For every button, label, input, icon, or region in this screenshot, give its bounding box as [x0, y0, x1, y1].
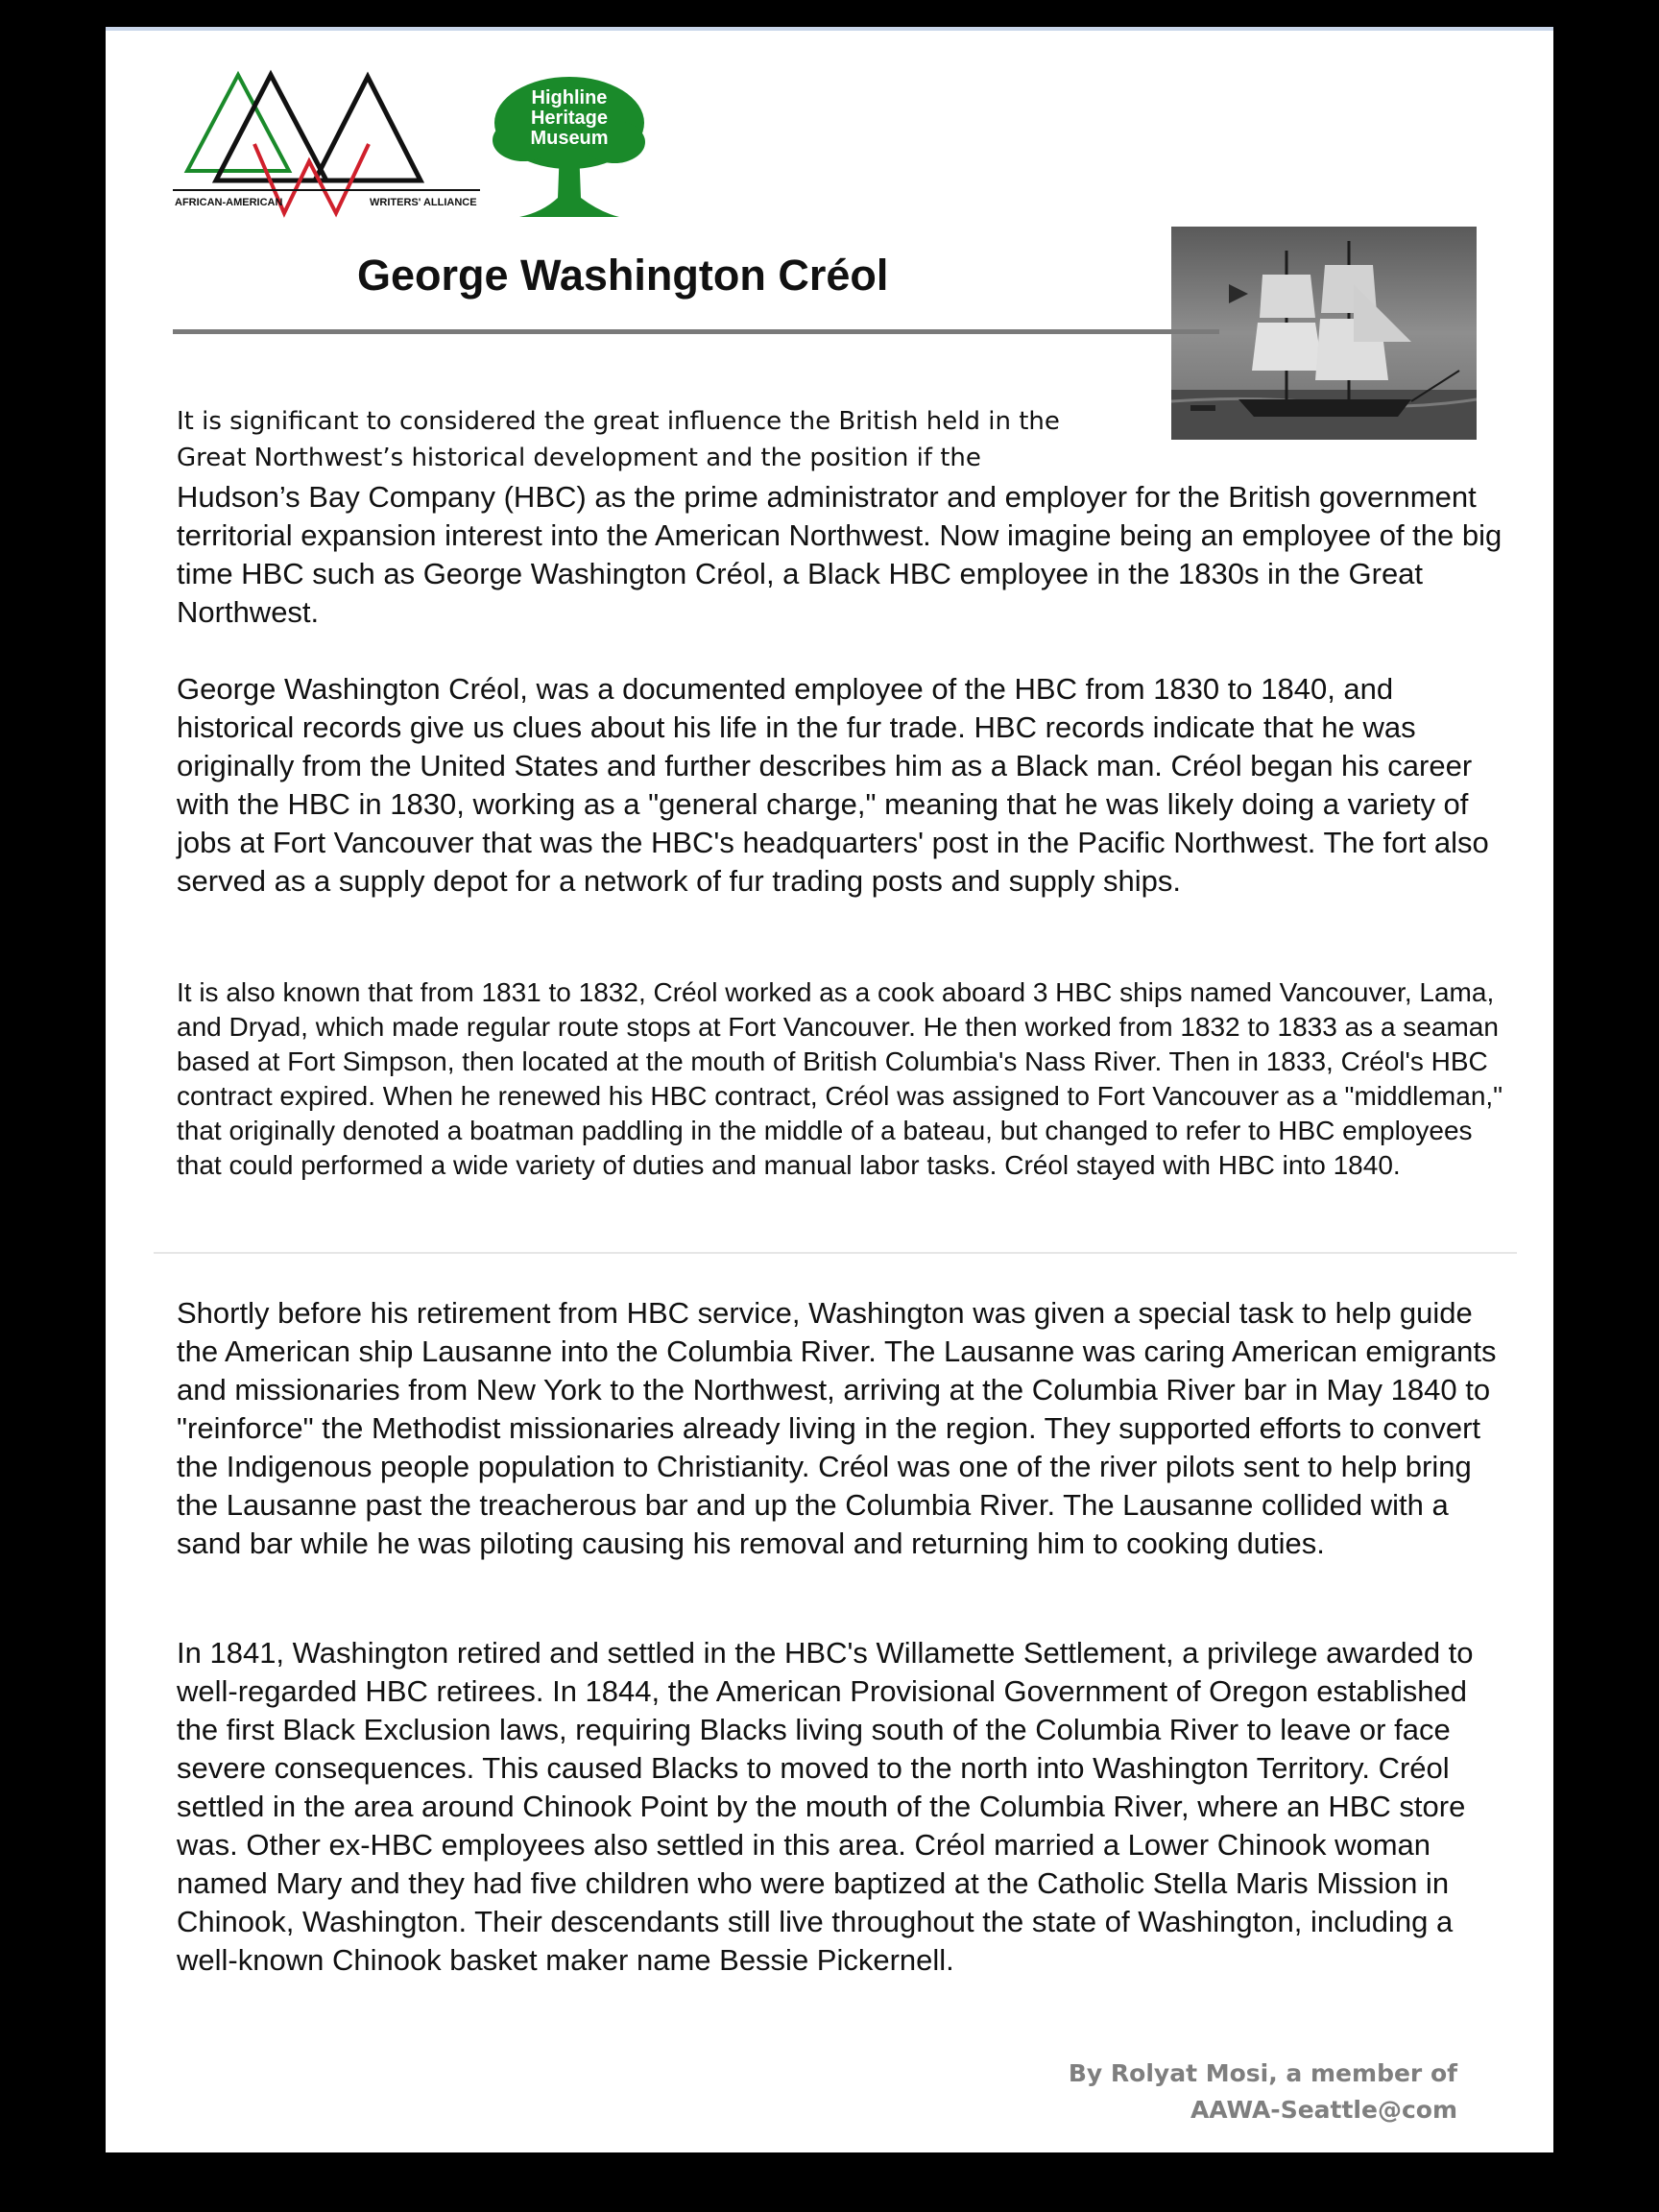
paragraph-ships: It is also known that from 1831 to 1832, Créol worked as a cook aboard 3 HBC ships named Vancouver, Lama, and Dryad, which made regular route stops at Fort Vancouver. He then worked from 1832 to 1833 as a seaman based at Fort Simpson, then located at the mouth of British Columbia's Nass River. Then in 1833, Créol's HBC contract expired. When he renewed his HBC contract, Créol was assigned to Fort Vancouver as a "middleman," that originally denoted a boatman paddling in the middle of a bateau, but changed to refer to HBC employees that could performed a wide variety of duties and manual labor tasks. Créol stayed with HBC into 1840.: [177, 977, 1503, 1180]
aawa-logo: [163, 48, 490, 236]
page-title: George Washington Créol: [357, 251, 889, 300]
aawa-right-label: WRITERS' ALLIANCE: [370, 197, 477, 208]
logo-triangle-green: [187, 75, 289, 171]
paragraph-lausanne: Shortly before his retirement from HBC service, Washington was given a special task to help guide the American ship Lausanne into the Columbia River. The Lausanne was caring American emigrants and missionaries from New York to the Northwest, arriving at the Columbia River bar in May 1840 to "reinforce" the Methodist missionaries already living in the region. They supported efforts to convert the Indigenous people population to Christianity. Créol was one of the river pilots sent to help bring the Lausanne past the treacherous bar and up the Columbia River. The Lausanne collided with a sand bar while he was piloting causing his removal and returning him to cooking duties.: [177, 1296, 1497, 1560]
museum-name-line1: Highline: [531, 87, 608, 108]
document-page: [106, 27, 1553, 2152]
byline: [1069, 2056, 1457, 2128]
page-top-edge: [106, 27, 1553, 31]
aawa-left-label: AFRICAN-AMERICAN: [175, 197, 283, 208]
title-divider: [173, 329, 1219, 334]
paragraph-intro: It is significant to considered the great influence the British held in the Great Northwest’s historical development and the position if the: [177, 407, 1060, 472]
byline-author: By Rolyat Mosi, a member of: [1068, 2059, 1457, 2087]
paragraph-intro-continued: Hudson’s Bay Company (HBC) as the prime administrator and employer for the British government territorial expansion interest into the American Northwest. Now imagine being an employee of the big time HBC such as George Washington Créol, a Black HBC employee in the 1830s in the Great Northwest.: [177, 480, 1503, 629]
highline-heritage-museum-logo: [485, 73, 653, 227]
byline-contact: AAWA-Seattle@com: [1190, 2096, 1457, 2124]
paragraph-retirement: In 1841, Washington retired and settled in the HBC's Willamette Settlement, a privilege awarded to well-regarded HBC retirees. In 1844, the American Provisional Government of Oregon established the first Black Exclusion laws, requiring Blacks living south of the Columbia River to leave or face severe consequences. This caused Blacks to moved to the north into Washington Territory. Créol settled in the area around Chinook Point by the mouth of the Columbia River, where an HBC store was. Other ex-HBC employees also settled in this area. Créol married a Lower Chinook woman named Mary and they had five children who were baptized at the Catholic Stella Maris Mission in Chinook, Washington. Their descendants still live throughout the state of Washington, including a well-known Chinook basket maker name Bessie Pickernell.: [177, 1636, 1474, 1977]
logo-triangle-black-right: [315, 77, 421, 180]
section-divider: [154, 1252, 1517, 1254]
paragraph-employment: George Washington Créol, was a documented employee of the HBC from 1830 to 1840, and historical records give us clues about his life in the fur trade. HBC records indicate that he was originally from the United States and further describes him as a Black man. Créol began his career with the HBC in 1830, working as a "general charge," meaning that he was likely doing a variety of jobs at Fort Vancouver that was the HBC's headquarters' post in the Pacific Northwest. The fort also served as a supply depot for a network of fur trading posts and supply ships.: [177, 672, 1489, 898]
museum-name-line2: Heritage: [530, 108, 609, 129]
museum-name-line3: Museum: [530, 128, 609, 149]
